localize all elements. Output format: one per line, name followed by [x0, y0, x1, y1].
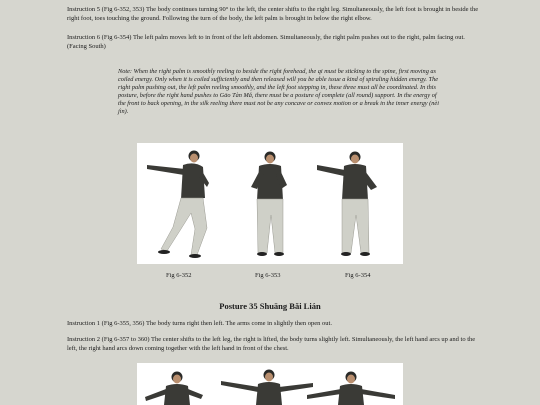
- note-paragraph: Note: When the right palm is smoothly reeling to beside the right forehead, the qi must be sticking to the spine, first moving as coiled energy. Only when it is coiled sufficiently and then released will you be able issue a kind of spiraling hidden energy. The right palm pushing out, the left palm reeling smoothly, and the left foot stepping in, these three must all be coordinated. In this posture, before the right hand pushes to Gāo Tàn Mǎ, there must be a posture of complete (all round) support. In the energy of the front to back opening, in the silk reeling there must not be any concave or convex motion or a break in the inner energy (nèi jìn).: [118, 68, 439, 115]
- posture-heading: Posture 35 Shuāng Bǎi Lián: [219, 301, 321, 311]
- caption-fig-6-354: Fig 6-354: [345, 272, 371, 279]
- figure-photo-strip: [137, 143, 403, 264]
- caption-fig-6-352: Fig 6-352: [166, 272, 192, 279]
- instruction-5: Instruction 5 (Fig 6-352, 353) The body continues turning 90° to the left, the center shifts to the right leg. Simultaneously, the left foot is brought in beside the right foot, toes touching the ground. Following the turn of the body, the left palm is brought in below the right elbow.: [67, 6, 479, 22]
- caption-fig-6-353: Fig 6-353: [255, 272, 281, 279]
- figure-6-352-illustration: [137, 143, 403, 264]
- instruction-1: Instruction 1 (Fig 6-355, 356) The body turns right then left. The arms come in slightly then open out.: [67, 320, 332, 327]
- instruction-2: Instruction 2 (Fig 6-357 to 360) The center shifts to the left leg, the right is lifted, the body turns slightly left. Simultaneously, the left hand arcs up and to the left, the right hand arcs down coming together with the left hand in front of the chest.: [67, 336, 476, 352]
- figure-6-355-illustration: [137, 363, 403, 405]
- instruction-6: Instruction 6 (Fig 6-354) The left palm moves left to in front of the left abdomen. Simultaneously, the right palm pushes out to the right, palm facing out. (Facing South): [67, 34, 465, 50]
- figure-photo-strip-lower: [137, 363, 403, 405]
